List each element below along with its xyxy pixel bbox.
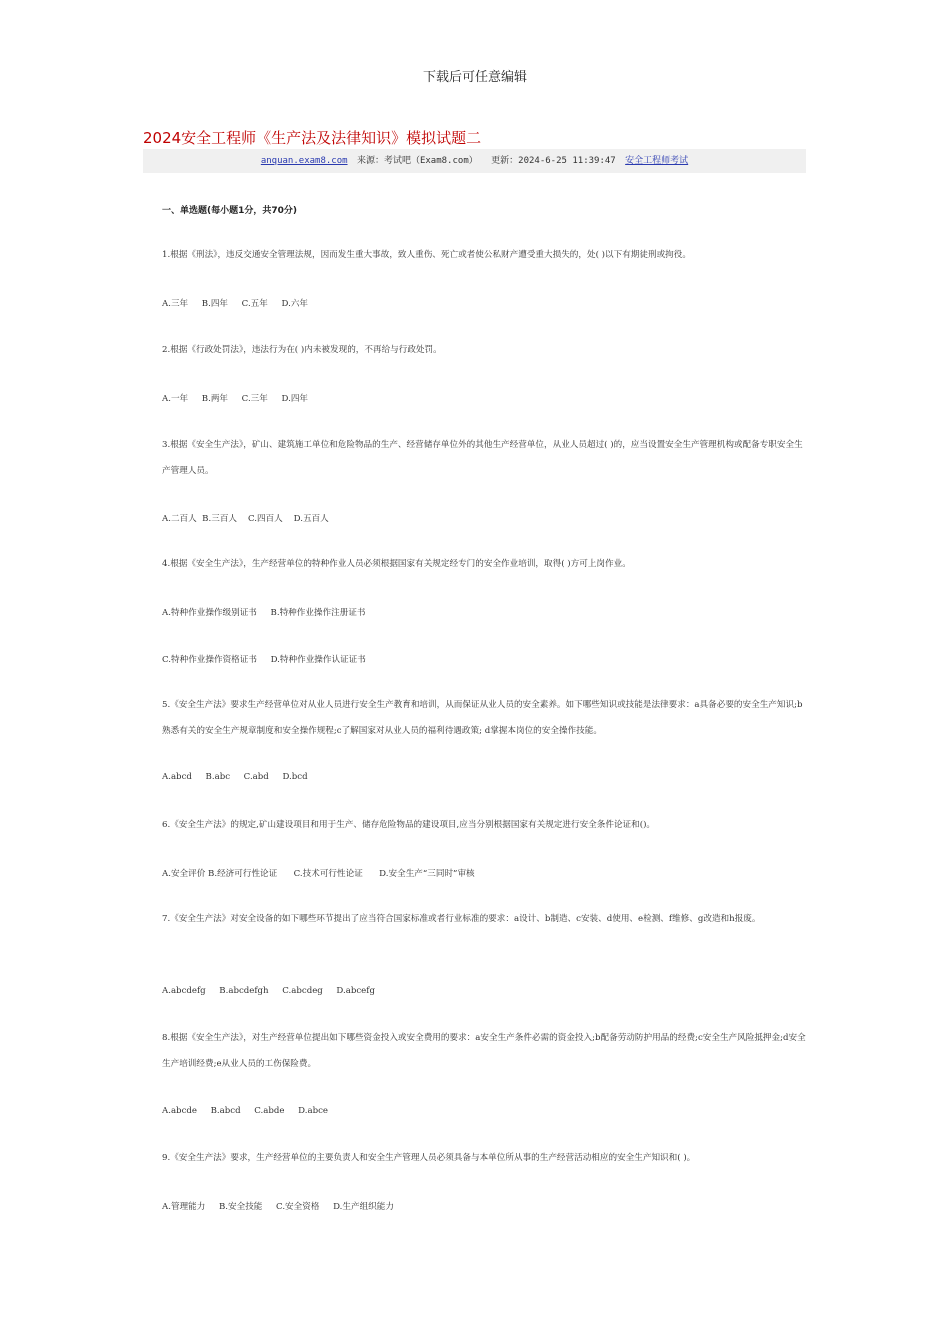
question-7 (143, 906, 806, 932)
question-text: 5.《安全生产法》要求生产经营单位对从业人员进行安全生产教育和培训，从而保证从业人员的安全素养。如下哪些知识或技能是法律要求：a具备必要的安全生产知识;b熟悉有关的安全生产规章制度和安全操作规程;c了解国家对从业人员的福利待遇政策; d掌握本岗位的安全操作技能。 (162, 700, 803, 736)
updated-text: 更新：2024-6-25 11:39:47 (491, 156, 616, 166)
question-options: A.特种作业操作级别证书 B.特种作业操作注册证书 (162, 608, 366, 618)
question-options: A.abcd B.abc C.abd D.bcd (162, 772, 308, 782)
question-2 (143, 337, 806, 363)
meta-bar (143, 149, 806, 173)
section-heading: 一、单选题(每小题1分，共70分) (162, 206, 298, 216)
question-6 (143, 812, 806, 838)
question-text: 3.根据《安全生产法》，矿山、建筑施工单位和危险物品的生产、经营储存单位外的其他生产经营单位，从业人员超过( )的，应当设置安全生产管理机构或配备专职安全生产管理人员。 (162, 440, 803, 476)
source-text: 来源：考试吧（Exam8.com） (356, 156, 478, 166)
category-link[interactable]: 安全工程师考试 (625, 156, 689, 166)
question-text: 2.根据《行政处罚法》，违法行为在( )内未被发现的，不再给与行政处罚。 (162, 345, 442, 355)
question-text: 9.《安全生产法》要求，生产经营单位的主要负责人和安全生产管理人员必须具备与本单位所从事的生产经营活动相应的安全生产知识和( )。 (162, 1153, 696, 1163)
question-options: A.abcde B.abcd C.abde D.abce (162, 1106, 328, 1116)
question-text: 7.《安全生产法》对安全设备的如下哪些环节提出了应当符合国家标准或者行业标准的要求：a设计、b制造、c安装、d使用、e检测、f维修、g改造和h报废。 (162, 914, 761, 924)
question-1 (143, 242, 806, 268)
question-text: 6.《安全生产法》的规定,矿山建设项目和用于生产、储存危险物品的建设项目,应当分别根据国家有关规定进行安全条件论证和()。 (162, 820, 656, 830)
question-options: A.管理能力 B.安全技能 C.安全资格 D.生产组织能力 (162, 1202, 394, 1212)
question-text: 1.根据《刑法》，违反交通安全管理法规，因而发生重大事故，致人重伤、死亡或者使公私财产遭受重大损失的，处( )以下有期徒刑或拘役。 (162, 250, 691, 260)
page-title: 2024安全工程师《生产法及法律知识》模拟试题二 (143, 129, 482, 147)
question-5 (143, 692, 806, 744)
question-options: A.abcdefg B.abcdefgh C.abcdeg D.abcefg (162, 986, 375, 996)
question-8 (143, 1025, 806, 1077)
question-9 (143, 1145, 806, 1171)
site-link[interactable]: anquan.exam8.com (260, 156, 348, 166)
question-options: A.安全评价 B.经济可行性论证 C.技术可行性论证 D.安全生产“三同时”审核 (162, 869, 475, 879)
question-options: C.特种作业操作资格证书 D.特种作业操作认证证书 (162, 655, 366, 665)
question-3 (143, 432, 806, 484)
question-text: 8.根据《安全生产法》，对生产经营单位提出如下哪些资金投入或安全费用的要求：a安全生产条件必需的资金投入;b配备劳动防护用品的经费;c安全生产风险抵押金;d安全生产培训经费;e从业人员的工伤保险费。 (162, 1033, 806, 1069)
question-options: A.二百人 B.三百人 C.四百人 D.五百人 (162, 514, 329, 524)
question-options: A.一年 B.两年 C.三年 D.四年 (162, 394, 309, 404)
question-text: 4.根据《安全生产法》，生产经营单位的特种作业人员必须根据国家有关规定经专门的安全作业培训，取得( )方可上岗作业。 (162, 559, 631, 569)
question-options: A.三年 B.四年 C.五年 D.六年 (162, 299, 309, 309)
question-4 (143, 551, 806, 577)
header-note: 下载后可任意编辑 (422, 70, 527, 85)
